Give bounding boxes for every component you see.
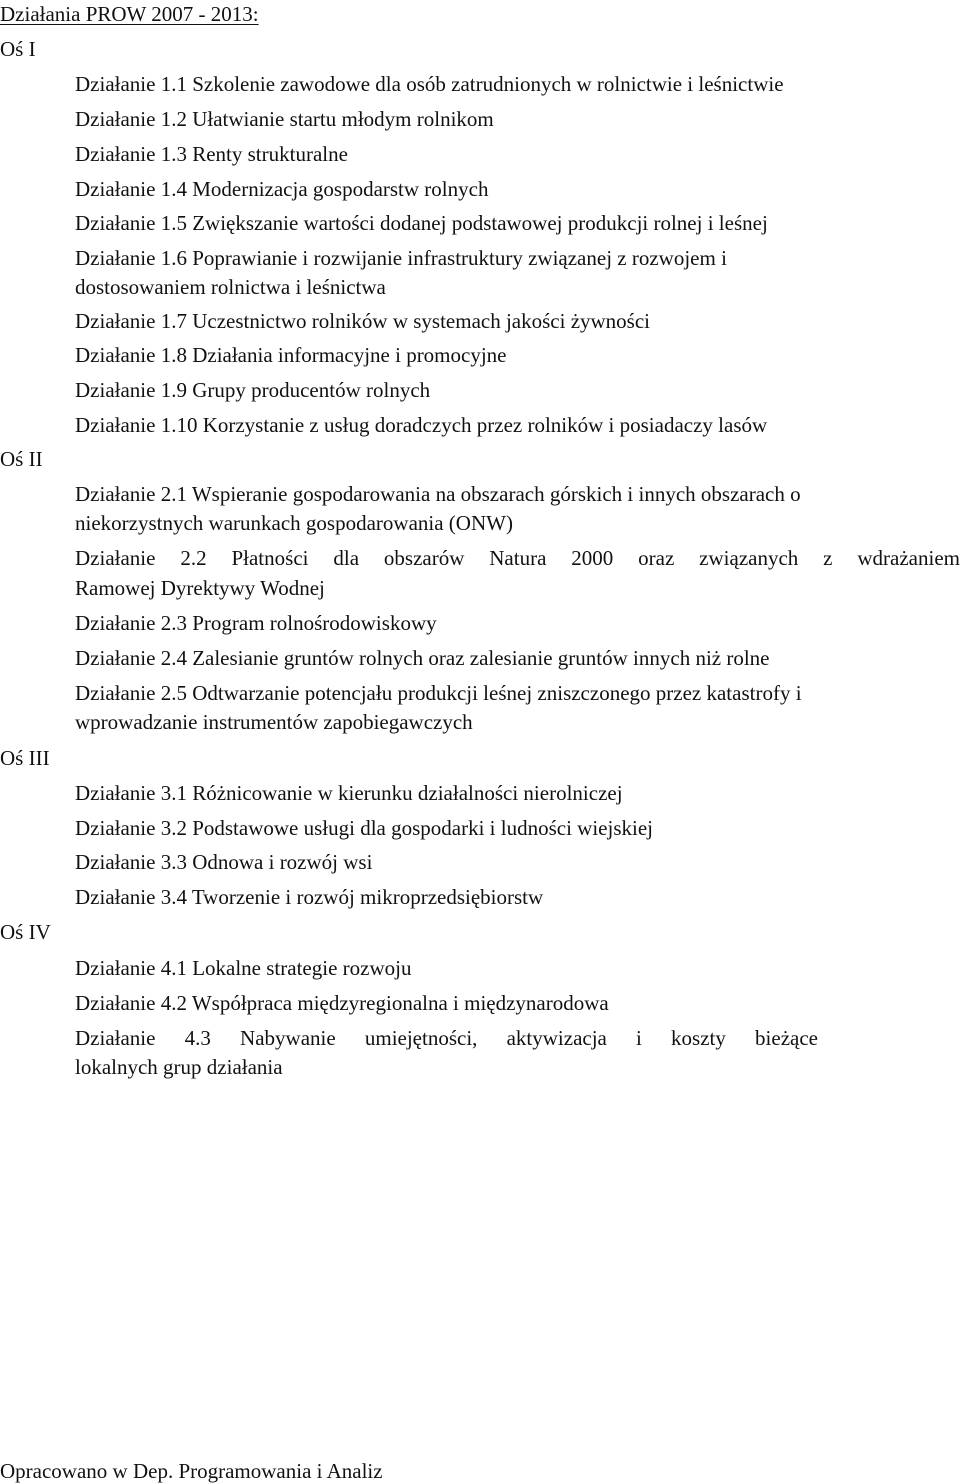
action-1-8: Działanie 1.8 Działania informacyjne i promocyjne: [75, 343, 507, 367]
action-1-2: Działanie 1.2 Ułatwianie startu młodym rolnikom: [75, 107, 494, 131]
action-2-5-continued: wprowadzanie instrumentów zapobiegawczych: [75, 710, 473, 734]
action-1-7: Działanie 1.7 Uczestnictwo rolników w systemach jakości żywności: [75, 309, 651, 333]
action-2-5: Działanie 2.5 Odtwarzanie potencjału produkcji leśnej zniszczonego przez katastrofy i: [75, 681, 802, 705]
action-1-1: Działanie 1.1 Szkolenie zawodowe dla osób zatrudnionych w rolnictwie i leśnictwie: [75, 72, 784, 96]
action-3-2: Działanie 3.2 Podstawowe usługi dla gospodarki i ludności wiejskiej: [75, 816, 653, 840]
footer-note: Opracowano w Dep. Programowania i Analiz: [0, 1459, 383, 1483]
action-1-4: Działanie 1.4 Modernizacja gospodarstw rolnych: [75, 177, 489, 201]
action-1-10: Działanie 1.10 Korzystanie z usług doradczych przez rolników i posiadaczy lasów: [75, 413, 768, 437]
action-4-2: Działanie 4.2 Współpraca międzyregionalna i międzynarodowa: [75, 991, 609, 1015]
axis-label-2: Oś II: [0, 447, 43, 471]
axis-label-3: Oś III: [0, 746, 50, 770]
action-2-2-continued: Ramowej Dyrektywy Wodnej: [75, 576, 325, 600]
action-2-1-continued: niekorzystnych warunkach gospodarowania (ONW): [75, 511, 513, 535]
page-title: Działania PROW 2007 - 2013:: [0, 2, 259, 26]
action-1-3: Działanie 1.3 Renty strukturalne: [75, 142, 348, 166]
action-1-6: Działanie 1.6 Poprawianie i rozwijanie infrastruktury związanej z rozwojem i: [75, 246, 727, 270]
action-4-3: Działanie 4.3 Nabywanie umiejętności, aktywizacja i koszty bieżące: [75, 1026, 818, 1050]
action-2-4: Działanie 2.4 Zalesianie gruntów rolnych oraz zalesianie gruntów innych niż rolne: [75, 646, 770, 670]
action-3-3: Działanie 3.3 Odnowa i rozwój wsi: [75, 850, 373, 874]
action-4-1: Działanie 4.1 Lokalne strategie rozwoju: [75, 956, 412, 980]
action-2-2: Działanie 2.2 Płatności dla obszarów Natura 2000 oraz związanych z wdrażaniem: [75, 546, 960, 570]
action-1-9: Działanie 1.9 Grupy producentów rolnych: [75, 378, 431, 402]
action-2-1: Działanie 2.1 Wspieranie gospodarowania na obszarach górskich i innych obszarach o: [75, 482, 801, 506]
axis-label-4: Oś IV: [0, 920, 51, 944]
action-4-3-continued: lokalnych grup działania: [75, 1055, 283, 1079]
axis-label-1: Oś I: [0, 37, 36, 61]
action-1-6-continued: dostosowaniem rolnictwa i leśnictwa: [75, 275, 386, 299]
action-1-5: Działanie 1.5 Zwiększanie wartości dodanej podstawowej produkcji rolnej i leśnej: [75, 211, 768, 235]
action-3-1: Działanie 3.1 Różnicowanie w kierunku działalności nierolniczej: [75, 781, 623, 805]
action-3-4: Działanie 3.4 Tworzenie i rozwój mikroprzedsiębiorstw: [75, 885, 544, 909]
action-2-3: Działanie 2.3 Program rolnośrodowiskowy: [75, 611, 437, 635]
